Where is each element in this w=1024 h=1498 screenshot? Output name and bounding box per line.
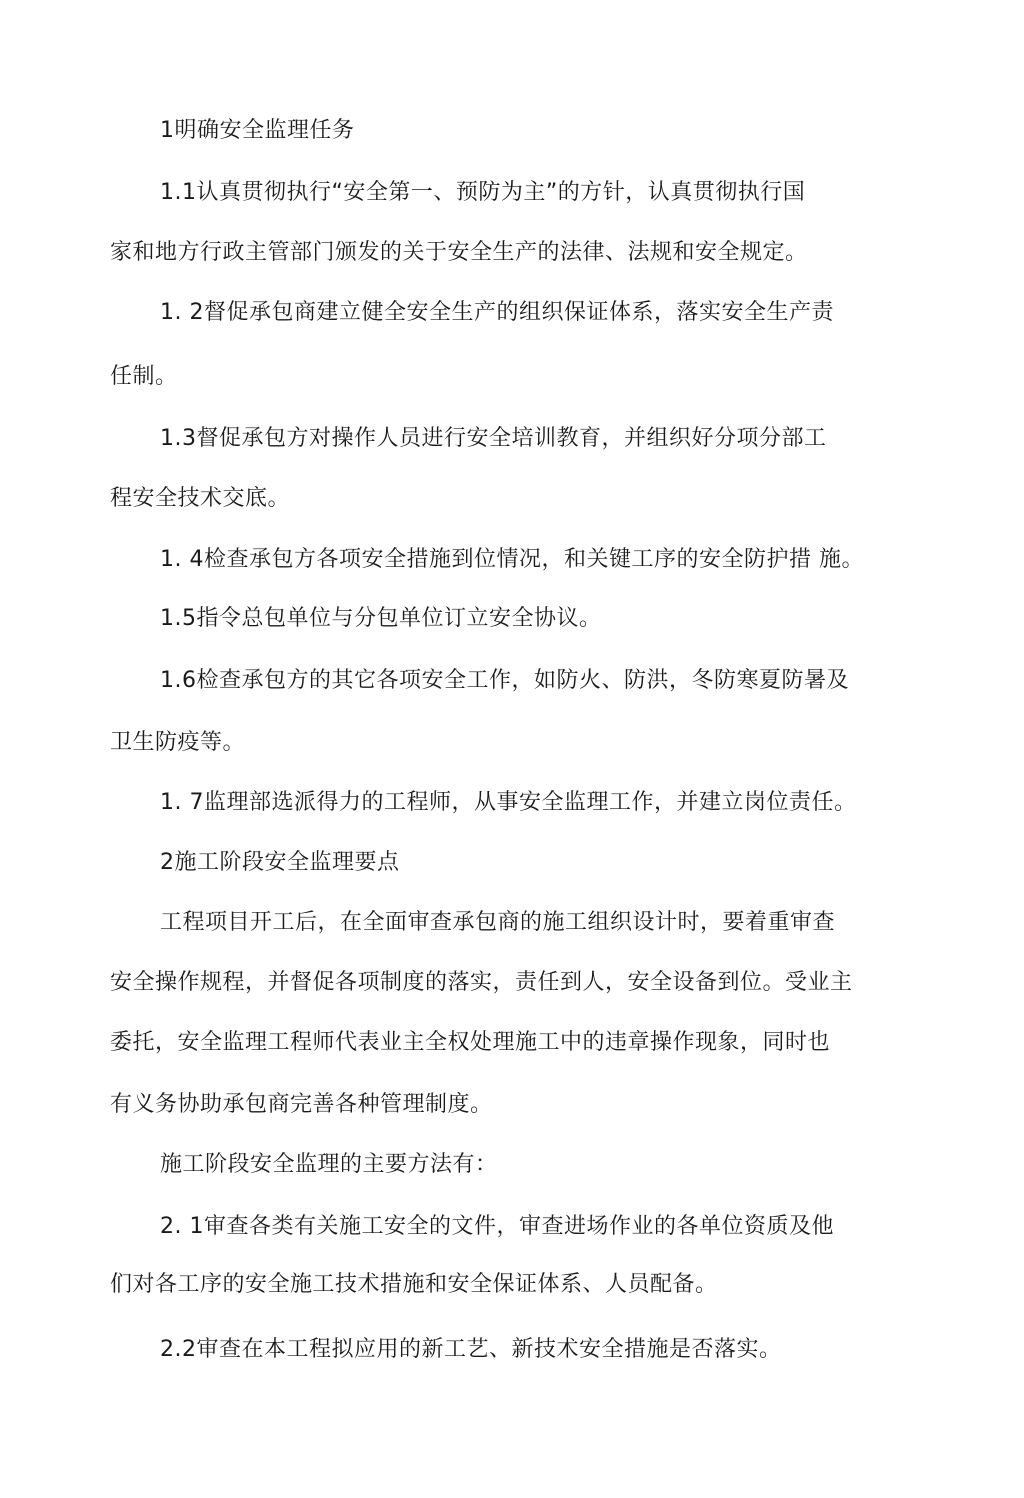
paragraph-1-3-line-2: 程安全技术交底。	[110, 486, 291, 511]
paragraph-1-2-line-2: 任制。	[110, 364, 178, 389]
paragraph-1-1-line-1: 1.1认真贯彻执行“安全第一、预防为主”的方针，认真贯彻执行国	[160, 180, 806, 205]
paragraph-1-1-line-2: 家和地方行政主管部门颁发的关于安全生产的法律、法规和安全规定。	[110, 240, 808, 265]
paragraph-2-intro-line-3: 委托，安全监理工程师代表业主全权处理施工中的违章操作现象，同时也	[110, 1030, 831, 1055]
paragraph-1-5: 1.5指令总包单位与分包单位订立安全协议。	[160, 606, 602, 631]
paragraph-2-1-line-1: 2. 1审查各类有关施工安全的文件，审查进场作业的各单位资质及他	[160, 1214, 834, 1239]
paragraph-2-1-line-2: 们对各工序的安全施工技术措施和安全保证体系、人员配备。	[110, 1272, 718, 1297]
heading-2: 2施工阶段安全监理要点	[160, 850, 400, 875]
paragraph-2-2: 2.2审查在本工程拟应用的新工艺、新技术安全措施是否落实。	[160, 1337, 782, 1362]
paragraph-1-6-line-1: 1.6检查承包方的其它各项安全工作，如防火、防洪，冬防寒夏防暑及	[160, 668, 849, 693]
paragraph-1-7: 1. 7监理部选派得力的工程师，从事安全监理工作，并建立岗位责任。	[160, 790, 857, 815]
paragraph-1-2-line-1: 1. 2督促承包商建立健全安全生产的组织保证体系，落实安全生产责	[160, 300, 834, 325]
paragraph-1-4: 1. 4检查承包方各项安全措施到位情况，和关键工序的安全防护措 施。	[160, 547, 864, 572]
paragraph-1-6-line-2: 卫生防疫等。	[110, 730, 246, 755]
paragraph-1-3-line-1: 1.3督促承包方对操作人员进行安全培训教育，并组织好分项分部工	[160, 426, 827, 451]
methods-heading: 施工阶段安全监理的主要方法有：	[160, 1152, 498, 1177]
heading-1: 1明确安全监理任务	[160, 118, 355, 143]
paragraph-2-intro-line-1: 工程项目开工后，在全面审查承包商的施工组织设计时，要着重审查	[160, 910, 836, 935]
paragraph-2-intro-line-4: 有义务协助承包商完善各种管理制度。	[110, 1092, 493, 1117]
paragraph-2-intro-line-2: 安全操作规程，并督促各项制度的落实，责任到人，安全设备到位。受业主	[110, 970, 853, 995]
